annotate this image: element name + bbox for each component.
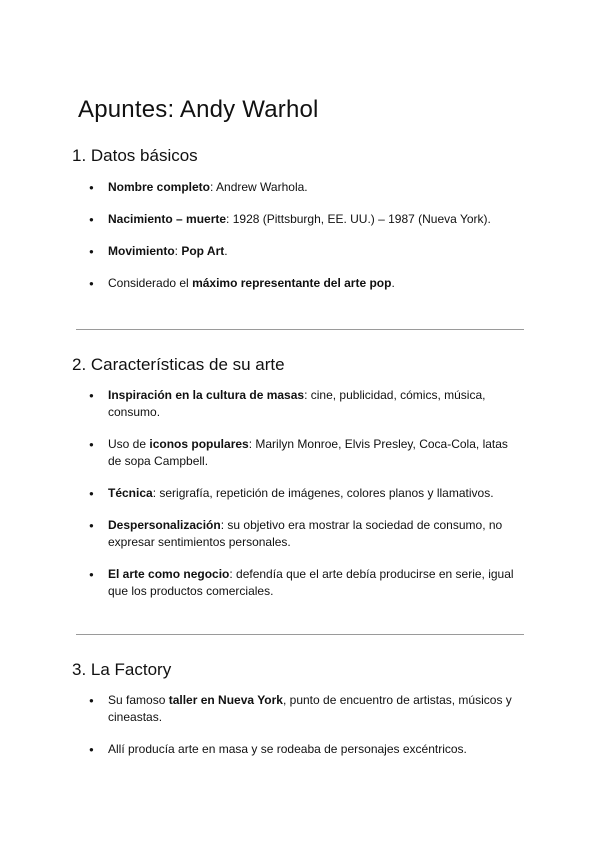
item-text: : [174,244,182,258]
bold-term: Despersonalización [108,518,221,532]
list-item [0,485,600,502]
item-text: Uso de [108,437,150,451]
list-item [0,179,600,196]
section-divider [76,634,524,635]
bold-term: taller en Nueva York [168,693,283,707]
bullet-list-factory [0,692,600,773]
item-text: Su famoso [108,693,169,707]
list-item [0,517,600,551]
item-text: : defendía que el arte debía producirse en serie, igual que los productos comerciales. [108,567,514,598]
bullet-list-caracteristicas [0,387,600,615]
list-item [0,436,600,470]
list-item [0,243,600,260]
list-item [0,692,600,726]
section-heading-datos-basicos: 1. Datos básicos [72,146,198,165]
bold-term: El arte como negocio [108,567,230,581]
item-text: Considerado el [108,276,193,290]
item-text: Allí producía arte en masa y se rodeaba de personajes excéntricos. [108,742,467,756]
bold-term: iconos populares [149,437,249,451]
item-text: : cine, publicidad, cómics, música, consumo. [108,388,486,419]
item-text: : su objetivo era mostrar la sociedad de consumo, no expresar sentimientos personales. [108,518,503,549]
list-item [0,566,600,600]
bold-term: Nacimiento – muerte [108,212,227,226]
list-item [0,211,600,228]
list-item [0,387,600,421]
list-item [0,741,600,758]
bold-term: Inspiración en la cultura de masas [108,388,305,402]
bold-term: Nombre completo [108,180,211,194]
bold-term: Movimiento [108,244,175,258]
item-text: : 1928 (Pittsburgh, EE. UU.) – 1987 (Nueva York). [226,212,491,226]
item-text: . [224,244,228,258]
section-heading-caracteristicas: 2. Características de su arte [72,355,285,374]
item-text: : serigrafía, repetición de imágenes, colores planos y llamativos. [152,486,494,500]
section-heading-factory: 3. La Factory [72,660,172,679]
item-text: , punto de encuentro de artistas, músicos y cineastas. [108,693,512,724]
item-text: : Marilyn Monroe, Elvis Presley, Coca-Cola, latas de sopa Campbell. [108,437,508,468]
section-divider [76,329,524,330]
item-text: . [391,276,395,290]
bold-term: Técnica [108,486,153,500]
bold-term: Pop Art [181,244,225,258]
list-item [0,275,600,292]
page-title: Apuntes: Andy Warhol [78,96,319,123]
item-text: : Andrew Warhola. [210,180,308,194]
bullet-list-datos-basicos [0,179,600,307]
bold-term: máximo representante del arte pop [192,276,392,290]
